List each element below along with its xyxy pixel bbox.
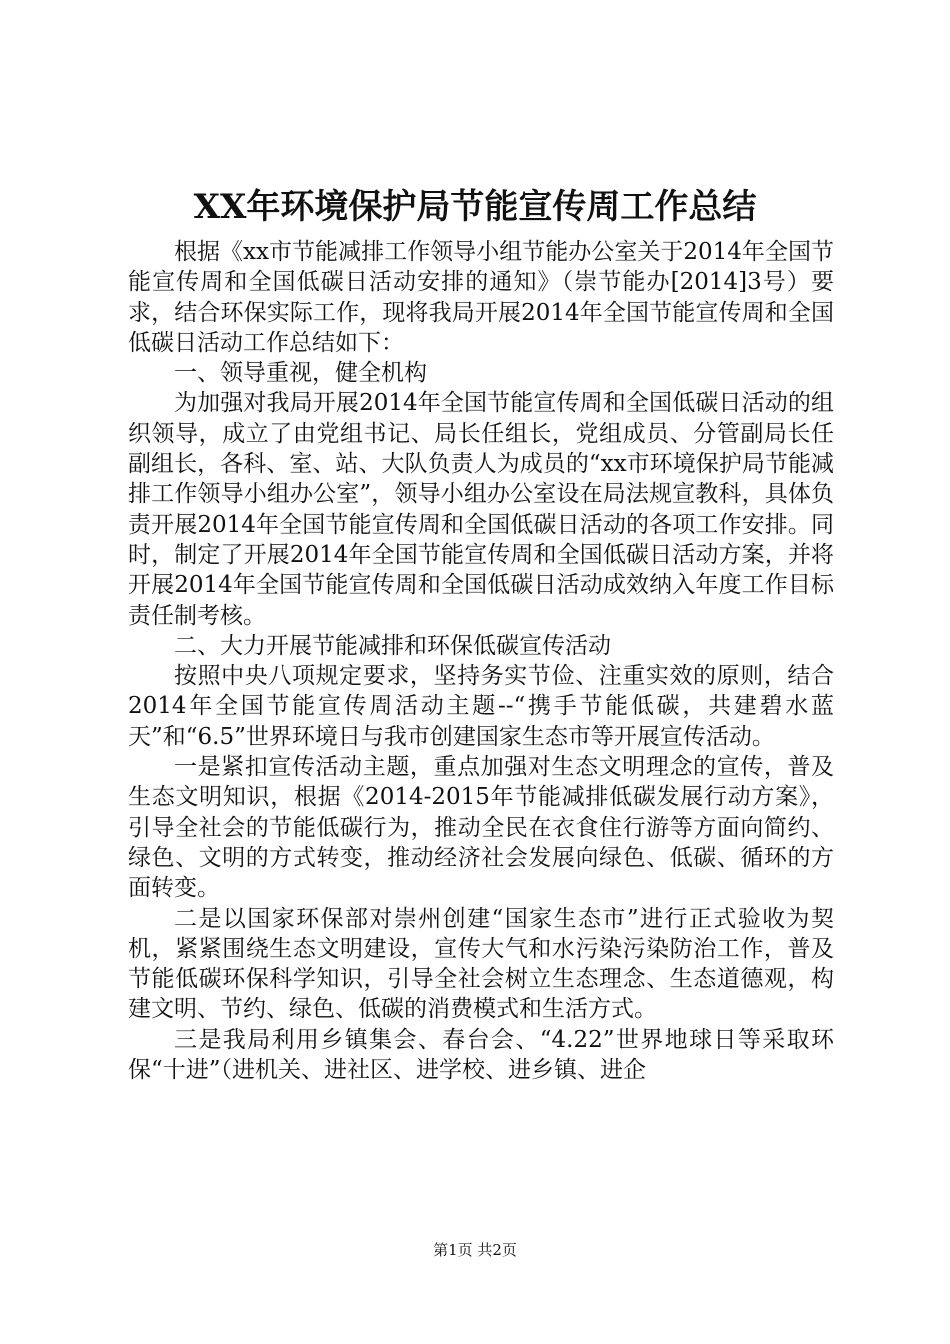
paragraph-point-3: 三是我局利用乡镇集会、春台会、“4.22”世界地球日等采取环保“十进”（进机关、进社区、进学校、进乡镇、进企 (128, 1026, 834, 1084)
paragraph-point-1: 一是紧扣宣传活动主题，重点加强对生态文明理念的宣传，普及生态文明知识，根据《2014-2015年节能减排低碳发展行动方案》，引导全社会的节能低碳行为，推动全民在衣食住行游等方面向简约、绿色、文明的方式转变，推动经济社会发展向绿色、低碳、循环的方面转变。 (128, 754, 834, 902)
paragraph-point-2: 二是以国家环保部对崇州创建“国家生态市”进行正式验收为契机，紧紧围绕生态文明建设，宣传大气和水污染污染防治工作，普及节能低碳环保科学知识，引导全社会树立生态理念、生态道德观，构建文明、节约、绿色、低碳的消费模式和生活方式。 (128, 905, 834, 1023)
section-heading-2: 二、大力开展节能减排和环保低碳宣传活动 (174, 632, 611, 659)
paragraph-organization: 为加强对我局开展2014年全国节能宣传周和全国低碳日活动的组织领导，成立了由党组书记、局长任组长，党组成员、分管副局长任副组长，各科、室、站、大队负责人为成员的“xx市环境保护局节能减排工作领导小组办公室”，领导小组办公室设在局法规宣教科，具体负责开展2014年全国节能宣传周和全国低碳日活动的各项工作安排。同时，制定了开展2014年全国节能宣传周和全国低碳日活动方案，并将开展2014年全国节能宣传周和全国低碳日活动成效纳入年度工作目标责任制考核。 (128, 390, 834, 629)
document-body (128, 237, 834, 1085)
section-heading-1: 一、领导重视，健全机构 (174, 360, 427, 387)
page-footer: 第1页 共2页 (433, 1241, 517, 1259)
paragraph-activities: 按照中央八项规定要求，坚持务实节俭、注重实效的原则，结合2014年全国节能宣传周活动主题--“携手节能低碳，共建碧水蓝天”和“6.5”世界环境日与我市创建国家生态市等开展宣传活动。 (128, 663, 834, 750)
document-title: XX年环境保护局节能宣传周工作总结 (193, 187, 757, 227)
paragraph-intro: 根据《xx市节能减排工作领导小组节能办公室关于2014年全国节能宣传周和全国低碳日活动安排的通知》（崇节能办[2014]3号）要求，结合环保实际工作，现将我局开展2014年全国节能宣传周和全国低碳日活动工作总结如下： (128, 239, 834, 356)
